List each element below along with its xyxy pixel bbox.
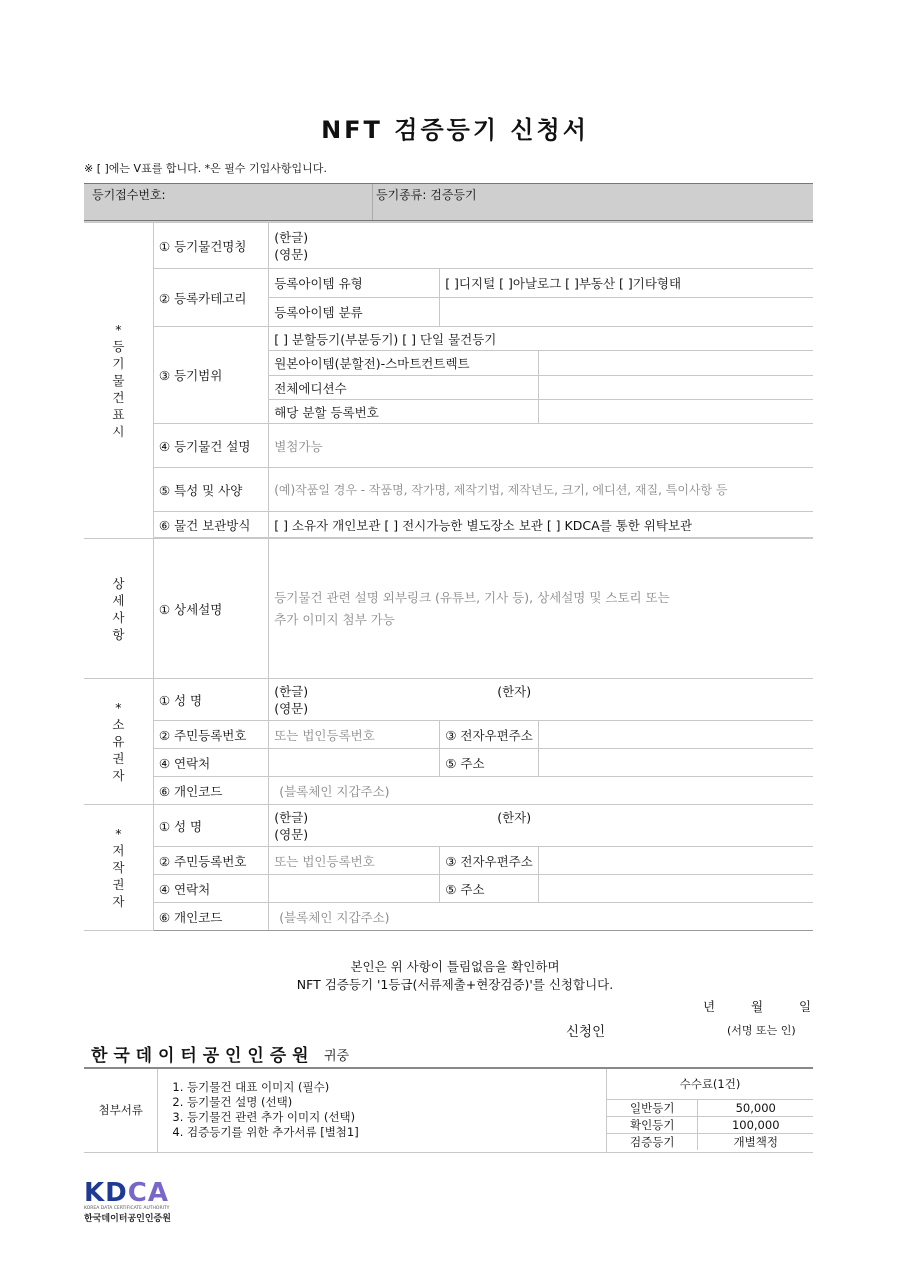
applicant-label: 신청인 bbox=[566, 1024, 606, 1040]
category-type-label: 등록아이템 유형 bbox=[269, 269, 440, 298]
fee-type: 일반등기 bbox=[607, 1099, 698, 1116]
category-class-label: 등록아이템 분류 bbox=[269, 298, 440, 327]
author-name-label: ① 성 명 bbox=[153, 805, 268, 847]
storage-options[interactable]: [ ] 소유자 개인보관 [ ] 전시가능한 별도장소 보관 [ ] KDCA를 통한 위탁보관 bbox=[269, 512, 813, 538]
signature-label: (서명 또는 인) bbox=[727, 1024, 796, 1037]
scope-split-field[interactable] bbox=[538, 400, 813, 424]
scope-original-label: 원본아이템(분할전)-스마트컨트렉트 bbox=[269, 351, 539, 376]
item-section-label: * 등 기 물 건 표 시 bbox=[84, 223, 153, 539]
kdca-logo: KDCA KOREA DATA CERTIFICATE AUTHORITY 한국데이터공인인증원 bbox=[84, 1178, 171, 1224]
page-title: NFT 검증등기 신청서 bbox=[321, 116, 589, 144]
author-contact-field[interactable] bbox=[269, 875, 440, 903]
detail-section-label: 상 세 사 항 bbox=[84, 539, 153, 679]
owner-email-field[interactable] bbox=[538, 721, 813, 749]
confirm-line-2: NFT 검증등기 '1등급(서류제출+현장검증)'를 신청합니다. bbox=[296, 977, 614, 992]
owner-section-label: * 소 유 권 자 bbox=[84, 679, 153, 805]
attachments-label: 첨부서류 bbox=[84, 1068, 158, 1152]
author-code-field[interactable]: (블록체인 지갑주소) bbox=[269, 903, 813, 931]
attachments-list bbox=[158, 1068, 607, 1152]
date-year-label: 년 bbox=[703, 999, 716, 1014]
detail-field[interactable]: 등기물건 관련 설명 외부링크 (유튜브, 기사 등), 상세설명 및 스토리 또는 추가 이미지 첨부 가능 bbox=[269, 539, 813, 679]
registration-type-label: 등기종류: 검증등기 bbox=[376, 188, 477, 202]
category-label: ② 등록카테고리 bbox=[153, 269, 268, 327]
author-code-label: ⑥ 개인코드 bbox=[153, 903, 268, 931]
recipient-suffix: 귀중 bbox=[324, 1049, 350, 1064]
attachment-item: 4. 검증등기를 위한 추가서류 [별첨1] bbox=[172, 1125, 359, 1140]
author-contact-label: ④ 연락처 bbox=[153, 875, 268, 903]
category-class-field[interactable] bbox=[440, 298, 813, 327]
fee-type: 검증등기 bbox=[607, 1133, 698, 1150]
owner-address-label: ⑤ 주소 bbox=[440, 749, 539, 777]
confirm-line-1: 본인은 위 사항이 틀림없음을 확인하며 bbox=[350, 959, 560, 974]
date-day-label: 일 bbox=[799, 999, 812, 1014]
scope-split-label: 해당 분할 등록번호 bbox=[269, 400, 539, 424]
fee-amount: 50,000 bbox=[698, 1099, 813, 1116]
author-id-field[interactable]: 또는 법인등록번호 bbox=[269, 847, 440, 875]
description-label: ④ 등기물건 설명 bbox=[153, 424, 268, 468]
scope-original-field[interactable] bbox=[538, 351, 813, 376]
application-form-table bbox=[84, 222, 813, 931]
registration-number-label: 등기접수번호: bbox=[92, 188, 166, 202]
scope-edition-label: 전체에디션수 bbox=[269, 376, 539, 400]
attachments-table bbox=[84, 1067, 813, 1153]
owner-contact-label: ④ 연락처 bbox=[153, 749, 268, 777]
category-type-options[interactable]: [ ]디지털 [ ]아날로그 [ ]부동산 [ ]기타형태 bbox=[440, 269, 813, 298]
registration-header bbox=[84, 183, 813, 223]
spec-field[interactable]: (예)작품일 경우 - 작품명, 작가명, 제작기법, 제작년도, 크기, 에디션, 재질, 특이사항 등 bbox=[269, 468, 813, 512]
owner-contact-field[interactable] bbox=[269, 749, 440, 777]
spec-label: ⑤ 특성 및 사양 bbox=[153, 468, 268, 512]
scope-label: ③ 등기범위 bbox=[153, 327, 268, 424]
author-address-field[interactable] bbox=[538, 875, 813, 903]
author-email-label: ③ 전자우편주소 bbox=[440, 847, 539, 875]
author-section-label: * 저 작 권 자 bbox=[84, 805, 153, 931]
instruction-note: ※ [ ]에는 V표를 합니다. *은 필수 기입사항입니다. bbox=[84, 162, 327, 175]
author-email-field[interactable] bbox=[538, 847, 813, 875]
fees-cell bbox=[606, 1068, 813, 1152]
author-address-label: ⑤ 주소 bbox=[440, 875, 539, 903]
owner-code-field[interactable]: (블록체인 지갑주소) bbox=[269, 777, 813, 805]
date-month-label: 월 bbox=[751, 999, 764, 1014]
owner-address-field[interactable] bbox=[538, 749, 813, 777]
description-field[interactable]: 별첨가능 bbox=[269, 424, 813, 468]
recipient-org: 한 국 데 이 터 공 인 인 증 원 bbox=[91, 1046, 309, 1066]
scope-options[interactable]: [ ] 분할등기(부분등기) [ ] 단일 물건등기 bbox=[269, 327, 813, 351]
storage-label: ⑥ 물건 보관방식 bbox=[153, 512, 268, 538]
scope-edition-field[interactable] bbox=[538, 376, 813, 400]
owner-id-field[interactable]: 또는 법인등록번호 bbox=[269, 721, 440, 749]
owner-code-label: ⑥ 개인코드 bbox=[153, 777, 268, 805]
author-id-label: ② 주민등록번호 bbox=[153, 847, 268, 875]
fees-table bbox=[607, 1069, 813, 1150]
attachment-item: 2. 등기물건 설명 (선택) bbox=[172, 1095, 293, 1110]
fee-type: 확인등기 bbox=[607, 1116, 698, 1133]
item-name-label: ① 등기물건명칭 bbox=[153, 223, 268, 269]
owner-email-label: ③ 전자우편주소 bbox=[440, 721, 539, 749]
owner-id-label: ② 주민등록번호 bbox=[153, 721, 268, 749]
owner-name-label: ① 성 명 bbox=[153, 679, 268, 721]
fees-header: 수수료(1건) bbox=[607, 1069, 813, 1099]
author-name-field[interactable]: (한글) (한자) (영문) bbox=[269, 805, 813, 847]
attachment-item: 1. 등기물건 대표 이미지 (필수) bbox=[172, 1080, 330, 1095]
fee-amount: 개별책정 bbox=[698, 1133, 813, 1150]
owner-name-field[interactable]: (한글) (한자) (영문) bbox=[269, 679, 813, 721]
fee-amount: 100,000 bbox=[698, 1116, 813, 1133]
item-name-field[interactable]: (한글) (영문) bbox=[269, 223, 813, 269]
detail-label: ① 상세설명 bbox=[153, 539, 268, 679]
attachment-item: 3. 등기물건 관련 추가 이미지 (선택) bbox=[172, 1110, 356, 1125]
